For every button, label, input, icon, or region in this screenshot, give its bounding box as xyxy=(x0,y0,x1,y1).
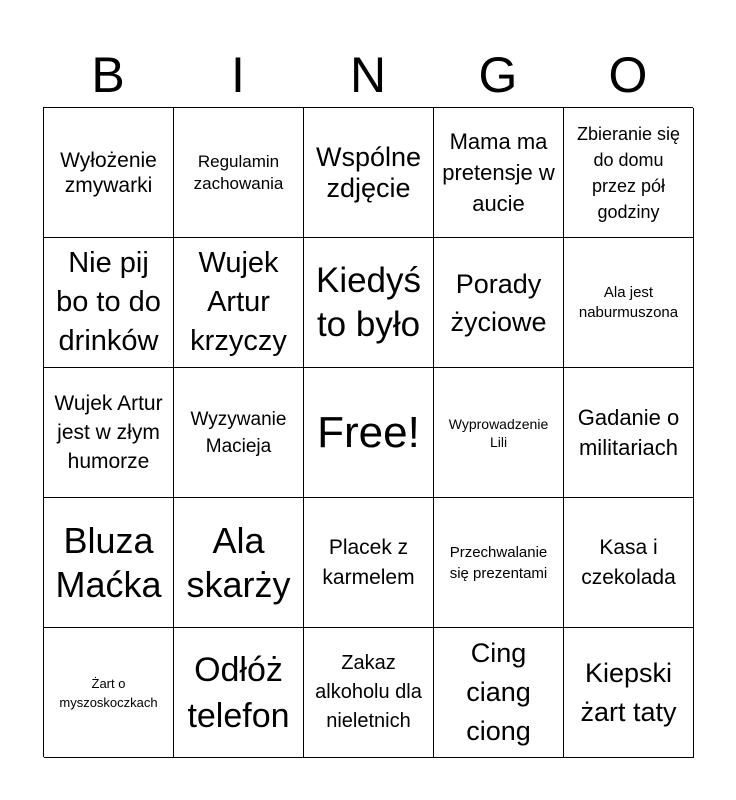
cell-text: Kiepski żart taty xyxy=(580,657,677,727)
bingo-cell[interactable] xyxy=(564,238,694,368)
bingo-header xyxy=(43,44,693,106)
bingo-cell[interactable] xyxy=(434,498,564,628)
bingo-cell[interactable] xyxy=(434,368,564,498)
header-letter-n: N xyxy=(349,47,387,103)
bingo-cell[interactable] xyxy=(434,628,564,758)
bingo-cell[interactable] xyxy=(564,628,694,758)
bingo-cell[interactable] xyxy=(174,368,304,498)
free-space-text: Free! xyxy=(317,407,420,457)
cell-text: Gadanie o militariach xyxy=(577,404,680,460)
bingo-cell[interactable] xyxy=(174,628,304,758)
cell-text: Żart o myszoskoczkach xyxy=(59,675,158,710)
bingo-cell[interactable] xyxy=(564,368,694,498)
cell-text: Ala skarży xyxy=(186,519,291,605)
header-letter-o: O xyxy=(608,47,648,103)
bingo-cell[interactable] xyxy=(174,498,304,628)
bingo-free-space[interactable] xyxy=(304,368,434,498)
bingo-cell[interactable] xyxy=(564,108,694,238)
cell-text: Bluza Maćka xyxy=(55,519,162,605)
bingo-cell[interactable] xyxy=(174,108,304,238)
bingo-cell[interactable] xyxy=(304,238,434,368)
cell-text: Wujek Artur krzyczy xyxy=(190,247,287,357)
header-letter-b: B xyxy=(91,47,125,103)
cell-text: Wspólne zdjęcie xyxy=(315,141,422,203)
bingo-cell[interactable] xyxy=(44,108,174,238)
bingo-cell[interactable] xyxy=(44,238,174,368)
cell-text: Cing ciang ciong xyxy=(466,638,531,746)
cell-text: Zbieranie się do domu przez pół godziny xyxy=(576,123,681,222)
cell-text: Wujek Artur jest w złym humorze xyxy=(54,392,163,473)
cell-text: Placek z karmelem xyxy=(322,535,415,589)
header-letter-g: G xyxy=(478,47,518,103)
cell-text: Porady życiowe xyxy=(450,268,547,337)
cell-text: Wyłożenie zmywarki xyxy=(60,148,157,197)
bingo-cell[interactable] xyxy=(564,498,694,628)
cell-text: Zakaz alkoholu dla nieletnich xyxy=(315,652,422,732)
cell-text: Ala jest naburmuszona xyxy=(578,283,679,321)
bingo-board xyxy=(43,107,693,757)
cell-text: Wyzywanie Macieja xyxy=(190,408,287,457)
cell-text: Regulamin zachowania xyxy=(193,151,284,193)
bingo-cell[interactable] xyxy=(174,238,304,368)
header-letter-i: I xyxy=(231,47,245,103)
cell-text: Kasa i czekolada xyxy=(581,535,676,589)
cell-text: Nie pij bo to do drinków xyxy=(56,247,161,357)
bingo-cell[interactable] xyxy=(44,628,174,758)
bingo-cell[interactable] xyxy=(304,498,434,628)
cell-text: Kiedyś to było xyxy=(315,260,422,344)
bingo-cell[interactable] xyxy=(434,238,564,368)
cell-text: Odłóż telefon xyxy=(187,650,290,735)
cell-text: Wyprowadzenie Lili xyxy=(448,415,549,450)
cell-text: Mama ma pretensje w aucie xyxy=(442,129,555,216)
bingo-cell[interactable] xyxy=(304,628,434,758)
bingo-cell[interactable] xyxy=(44,368,174,498)
bingo-cell[interactable] xyxy=(304,108,434,238)
bingo-cell[interactable] xyxy=(434,108,564,238)
cell-text: Przechwalanie się prezentami xyxy=(449,543,548,582)
bingo-cell[interactable] xyxy=(44,498,174,628)
